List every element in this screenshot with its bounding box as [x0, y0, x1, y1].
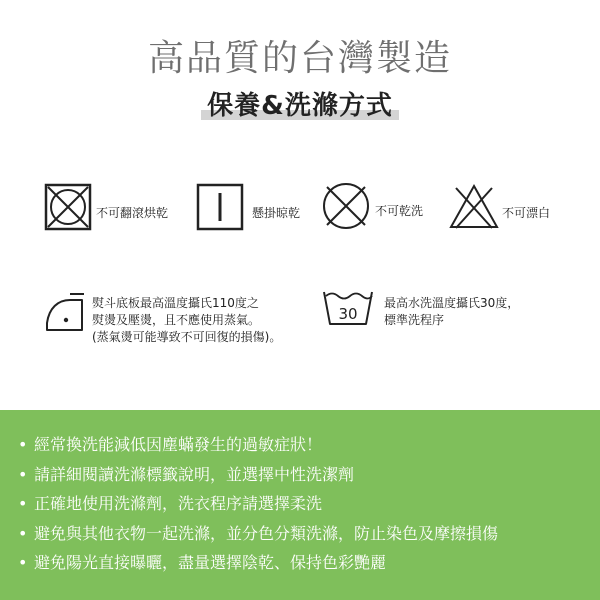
no-bleach-icon: [448, 182, 500, 232]
wash-temp-text: 30: [338, 305, 358, 323]
tip-text: 避免與其他衣物一起洗滌，並分色分類洗滌，防止染色及摩擦損傷: [34, 523, 499, 543]
wash-30-icon: [322, 288, 374, 328]
iron-instructions: [92, 295, 281, 346]
wash-instructions: [384, 295, 519, 329]
list-item: [18, 489, 498, 519]
tip-text: 經常換洗能減低因塵蟎發生的過敏症狀！: [34, 435, 323, 454]
bullet: •: [18, 435, 28, 454]
tip-text: 正確地使用洗滌劑，洗衣程序請選擇柔洗: [34, 494, 323, 513]
list-item: [18, 460, 498, 490]
tip-text: 避免陽光直接曝曬，盡量選擇陰乾、保持色彩艷麗: [34, 553, 387, 572]
no-dry-clean-label: 不可乾洗: [375, 204, 424, 218]
no-dry-clean-icon: [320, 180, 372, 232]
list-item: [18, 548, 498, 578]
tips-list: [18, 430, 498, 578]
iron-line: 熨燙及壓燙，且不應使用蒸氣。: [92, 313, 261, 327]
no-tumble-dry-label: 不可翻滾烘乾: [96, 206, 169, 220]
tip-text: 請詳細閱讀洗滌標籤說明，並選擇中性洗潔劑: [34, 464, 355, 484]
hang-dry-label: 懸掛晾乾: [252, 206, 301, 220]
bullet: •: [18, 494, 28, 513]
list-item: [18, 430, 498, 460]
hang-dry-icon: [196, 183, 244, 231]
wash-line: 最高水洗溫度攝氏30度，: [384, 296, 520, 310]
bullet: •: [18, 464, 28, 484]
bullet: •: [18, 523, 28, 543]
subtitle-wrap: [0, 85, 600, 122]
no-tumble-dry-icon: [44, 183, 92, 231]
page-subtitle: 保養&洗滌方式: [203, 85, 397, 122]
page-title: 高品質的台灣製造: [147, 38, 452, 79]
no-bleach-label: 不可漂白: [502, 206, 551, 220]
iron-low-temp-icon: [44, 290, 88, 334]
wash-line: 標準洗程序: [384, 313, 445, 327]
list-item: [18, 519, 498, 549]
iron-line: (蒸氣燙可能導致不可回復的損傷)。: [92, 330, 282, 344]
iron-line: 熨斗底板最高溫度攝氏110度之: [92, 296, 259, 310]
bullet: •: [18, 553, 28, 572]
